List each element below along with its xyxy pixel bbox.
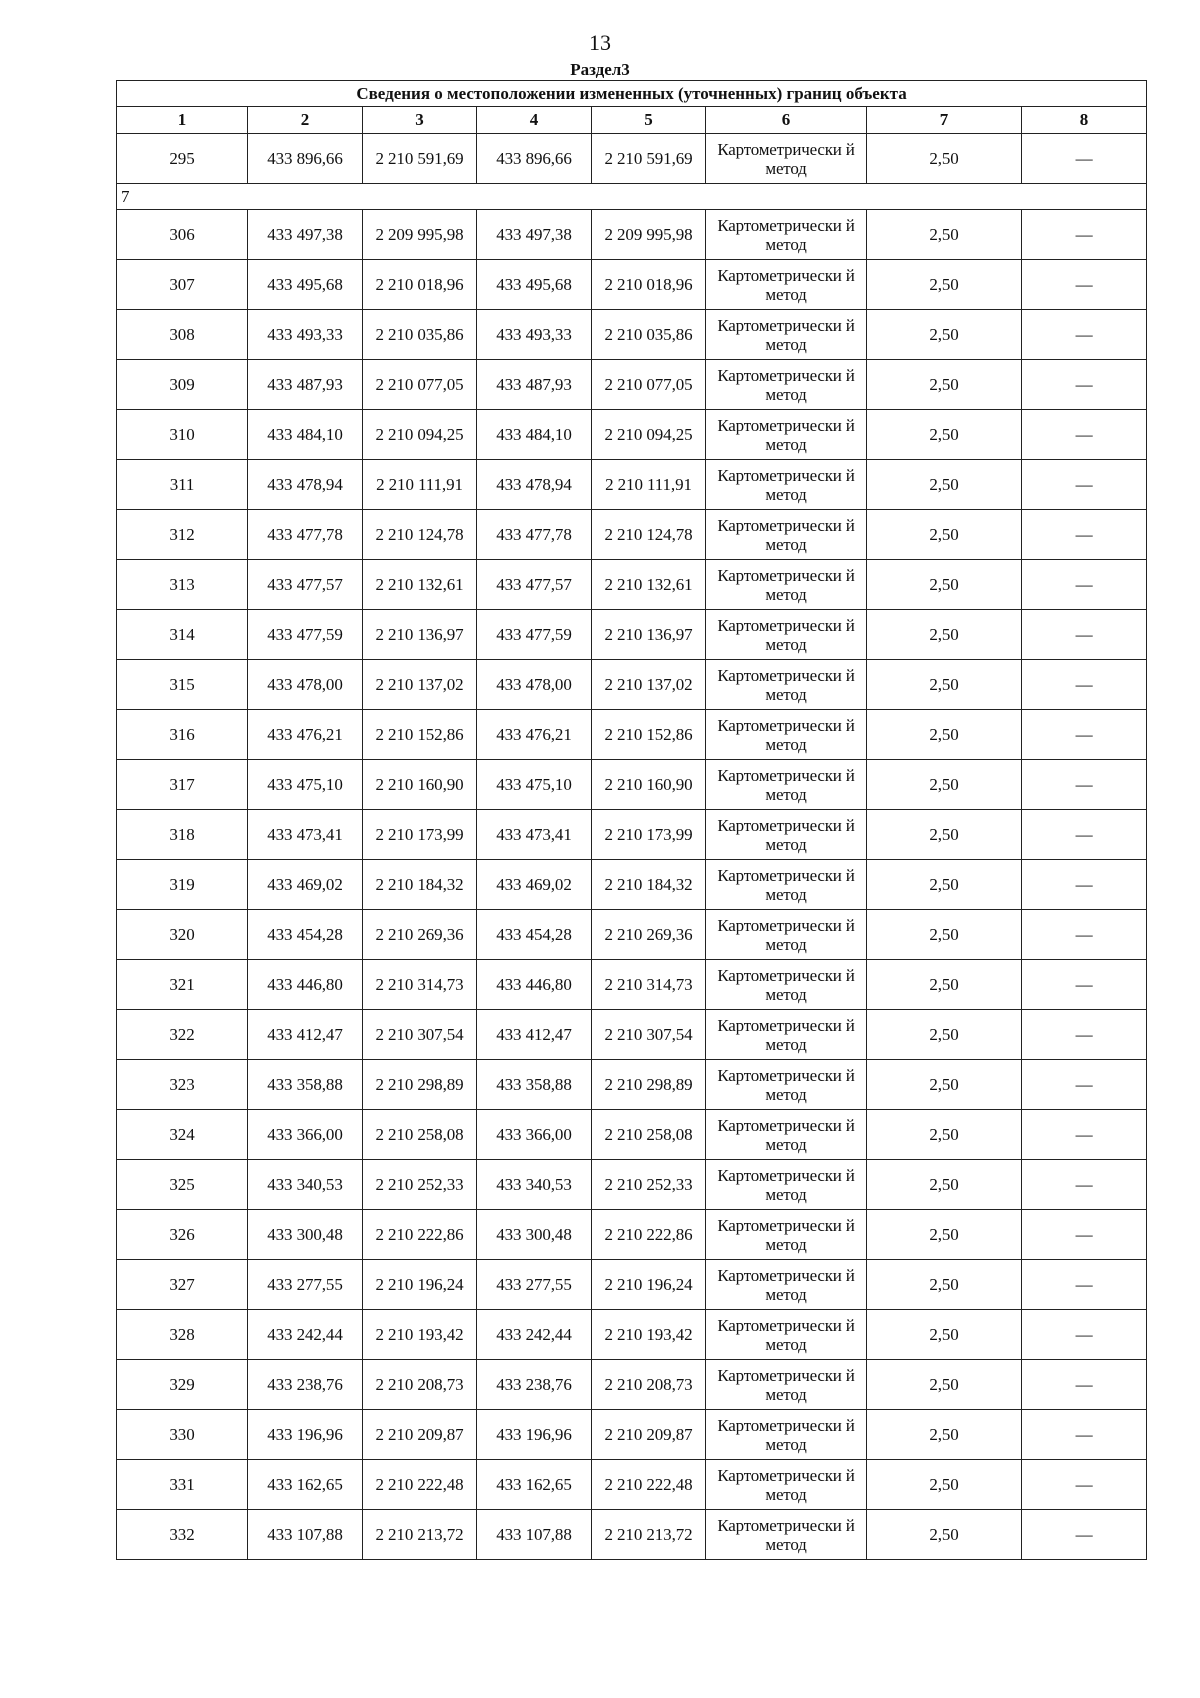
y-coordinate-refined-cell: 2 210 269,36 (592, 910, 706, 960)
table-row (117, 960, 1147, 1010)
note-cell: — (1022, 510, 1147, 560)
accuracy-cell: 2,50 (867, 1360, 1022, 1410)
accuracy-cell: 2,50 (867, 1010, 1022, 1060)
y-coordinate-refined-cell: 2 210 035,86 (592, 310, 706, 360)
accuracy-cell: 2,50 (867, 660, 1022, 710)
accuracy-cell: 2,50 (867, 810, 1022, 860)
accuracy-cell: 2,50 (867, 1060, 1022, 1110)
table-row (117, 1260, 1147, 1310)
x-coordinate-refined-cell: 433 277,55 (477, 1260, 592, 1310)
method-cell: Картометрически й метод (706, 1160, 867, 1210)
y-coordinate-existing-cell: 2 210 252,33 (363, 1160, 477, 1210)
y-coordinate-refined-cell: 2 210 213,72 (592, 1510, 706, 1560)
y-coordinate-existing-cell: 2 209 995,98 (363, 210, 477, 260)
table-row (117, 134, 1147, 184)
x-coordinate-existing-cell: 433 162,65 (248, 1460, 363, 1510)
note-cell: — (1022, 960, 1147, 1010)
x-coordinate-refined-cell: 433 477,59 (477, 610, 592, 660)
point-number-cell: 324 (117, 1110, 248, 1160)
accuracy-cell: 2,50 (867, 710, 1022, 760)
x-coordinate-refined-cell: 433 300,48 (477, 1210, 592, 1260)
section-title: Раздел3 (570, 60, 630, 79)
y-coordinate-refined-cell: 2 210 173,99 (592, 810, 706, 860)
x-coordinate-existing-cell: 433 477,78 (248, 510, 363, 560)
method-cell: Картометрически й метод (706, 1210, 867, 1260)
x-coordinate-refined-cell: 433 484,10 (477, 410, 592, 460)
point-number-cell: 322 (117, 1010, 248, 1060)
y-coordinate-refined-cell: 2 210 307,54 (592, 1010, 706, 1060)
y-coordinate-refined-cell: 2 210 124,78 (592, 510, 706, 560)
x-coordinate-refined-cell: 433 493,33 (477, 310, 592, 360)
y-coordinate-existing-cell: 2 210 077,05 (363, 360, 477, 410)
y-coordinate-refined-cell: 2 210 298,89 (592, 1060, 706, 1110)
x-coordinate-existing-cell: 433 242,44 (248, 1310, 363, 1360)
table-row (117, 710, 1147, 760)
y-coordinate-refined-cell: 2 210 137,02 (592, 660, 706, 710)
note-cell: — (1022, 260, 1147, 310)
x-coordinate-existing-cell: 433 477,59 (248, 610, 363, 660)
boundary-table (116, 80, 1147, 1560)
y-coordinate-existing-cell: 2 210 018,96 (363, 260, 477, 310)
accuracy-cell: 2,50 (867, 760, 1022, 810)
y-coordinate-refined-cell: 2 210 222,86 (592, 1210, 706, 1260)
method-cell: Картометрически й метод (706, 1060, 867, 1110)
point-number-cell: 307 (117, 260, 248, 310)
table-row (117, 410, 1147, 460)
x-coordinate-refined-cell: 433 478,00 (477, 660, 592, 710)
note-cell: — (1022, 660, 1147, 710)
x-coordinate-existing-cell: 433 446,80 (248, 960, 363, 1010)
x-coordinate-existing-cell: 433 497,38 (248, 210, 363, 260)
point-number-cell: 315 (117, 660, 248, 710)
x-coordinate-existing-cell: 433 277,55 (248, 1260, 363, 1310)
note-cell: — (1022, 1210, 1147, 1260)
accuracy-cell: 2,50 (867, 1510, 1022, 1560)
point-number-cell: 319 (117, 860, 248, 910)
x-coordinate-existing-cell: 433 412,47 (248, 1010, 363, 1060)
method-cell: Картометрически й метод (706, 1110, 867, 1160)
x-coordinate-refined-cell: 433 477,57 (477, 560, 592, 610)
x-coordinate-refined-cell: 433 196,96 (477, 1410, 592, 1460)
point-number-cell: 295 (117, 134, 248, 184)
y-coordinate-existing-cell: 2 210 209,87 (363, 1410, 477, 1460)
note-cell: — (1022, 1360, 1147, 1410)
y-coordinate-refined-cell: 2 210 184,32 (592, 860, 706, 910)
x-coordinate-existing-cell: 433 487,93 (248, 360, 363, 410)
accuracy-cell: 2,50 (867, 960, 1022, 1010)
y-coordinate-refined-cell: 2 210 252,33 (592, 1160, 706, 1210)
x-coordinate-refined-cell: 433 412,47 (477, 1010, 592, 1060)
accuracy-cell: 2,50 (867, 910, 1022, 960)
x-coordinate-refined-cell: 433 366,00 (477, 1110, 592, 1160)
y-coordinate-refined-cell: 2 210 077,05 (592, 360, 706, 410)
method-cell: Картометрически й метод (706, 810, 867, 860)
column-number: 4 (477, 107, 592, 134)
table-row (117, 460, 1147, 510)
accuracy-cell: 2,50 (867, 310, 1022, 360)
method-cell: Картометрически й метод (706, 360, 867, 410)
table-row (117, 360, 1147, 410)
table-row (117, 1510, 1147, 1560)
table-row (117, 860, 1147, 910)
note-cell: — (1022, 1460, 1147, 1510)
method-cell: Картометрически й метод (706, 260, 867, 310)
table-row (117, 210, 1147, 260)
note-cell: — (1022, 134, 1147, 184)
table-caption-row (117, 81, 1147, 107)
x-coordinate-refined-cell: 433 238,76 (477, 1360, 592, 1410)
y-coordinate-existing-cell: 2 210 591,69 (363, 134, 477, 184)
x-coordinate-existing-cell: 433 107,88 (248, 1510, 363, 1560)
point-number-cell: 331 (117, 1460, 248, 1510)
y-coordinate-existing-cell: 2 210 193,42 (363, 1310, 477, 1360)
accuracy-cell: 2,50 (867, 210, 1022, 260)
column-number: 2 (248, 107, 363, 134)
table-row (117, 260, 1147, 310)
note-cell: — (1022, 1060, 1147, 1110)
method-cell: Картометрически й метод (706, 760, 867, 810)
note-cell: — (1022, 210, 1147, 260)
y-coordinate-refined-cell: 2 210 258,08 (592, 1110, 706, 1160)
x-coordinate-refined-cell: 433 162,65 (477, 1460, 592, 1510)
x-coordinate-existing-cell: 433 495,68 (248, 260, 363, 310)
note-cell: — (1022, 1310, 1147, 1360)
y-coordinate-refined-cell: 2 210 196,24 (592, 1260, 706, 1310)
note-cell: — (1022, 1260, 1147, 1310)
note-cell: — (1022, 1510, 1147, 1560)
x-coordinate-refined-cell: 433 497,38 (477, 210, 592, 260)
table-row (117, 1010, 1147, 1060)
table-row (117, 1060, 1147, 1110)
method-cell: Картометрически й метод (706, 510, 867, 560)
point-number-cell: 311 (117, 460, 248, 510)
x-coordinate-refined-cell: 433 477,78 (477, 510, 592, 560)
accuracy-cell: 2,50 (867, 134, 1022, 184)
contour-label: 7 (117, 184, 1147, 210)
accuracy-cell: 2,50 (867, 1210, 1022, 1260)
x-coordinate-existing-cell: 433 366,00 (248, 1110, 363, 1160)
accuracy-cell: 2,50 (867, 1410, 1022, 1460)
column-number: 8 (1022, 107, 1147, 134)
x-coordinate-refined-cell: 433 478,94 (477, 460, 592, 510)
contour-row (117, 184, 1147, 210)
column-number-row (117, 107, 1147, 134)
point-number-cell: 318 (117, 810, 248, 860)
y-coordinate-refined-cell: 2 210 208,73 (592, 1360, 706, 1410)
y-coordinate-existing-cell: 2 210 136,97 (363, 610, 477, 660)
x-coordinate-existing-cell: 433 493,33 (248, 310, 363, 360)
table-row (117, 1460, 1147, 1510)
table-row (117, 660, 1147, 710)
table-row (117, 1160, 1147, 1210)
x-coordinate-refined-cell: 433 446,80 (477, 960, 592, 1010)
accuracy-cell: 2,50 (867, 260, 1022, 310)
point-number-cell: 313 (117, 560, 248, 610)
column-number: 6 (706, 107, 867, 134)
x-coordinate-refined-cell: 433 476,21 (477, 710, 592, 760)
point-number-cell: 327 (117, 1260, 248, 1310)
point-number-cell: 320 (117, 910, 248, 960)
table-row (117, 310, 1147, 360)
method-cell: Картометрически й метод (706, 134, 867, 184)
accuracy-cell: 2,50 (867, 860, 1022, 910)
method-cell: Картометрически й метод (706, 1260, 867, 1310)
x-coordinate-refined-cell: 433 340,53 (477, 1160, 592, 1210)
method-cell: Картометрически й метод (706, 1510, 867, 1560)
accuracy-cell: 2,50 (867, 1460, 1022, 1510)
accuracy-cell: 2,50 (867, 560, 1022, 610)
x-coordinate-existing-cell: 433 300,48 (248, 1210, 363, 1260)
x-coordinate-refined-cell: 433 454,28 (477, 910, 592, 960)
x-coordinate-refined-cell: 433 242,44 (477, 1310, 592, 1360)
note-cell: — (1022, 710, 1147, 760)
x-coordinate-existing-cell: 433 454,28 (248, 910, 363, 960)
y-coordinate-existing-cell: 2 210 137,02 (363, 660, 477, 710)
method-cell: Картометрически й метод (706, 560, 867, 610)
point-number-cell: 310 (117, 410, 248, 460)
x-coordinate-refined-cell: 433 473,41 (477, 810, 592, 860)
x-coordinate-existing-cell: 433 238,76 (248, 1360, 363, 1410)
point-number-cell: 316 (117, 710, 248, 760)
method-cell: Картометрически й метод (706, 1460, 867, 1510)
note-cell: — (1022, 610, 1147, 660)
y-coordinate-refined-cell: 2 210 591,69 (592, 134, 706, 184)
table-row (117, 560, 1147, 610)
y-coordinate-refined-cell: 2 210 094,25 (592, 410, 706, 460)
x-coordinate-existing-cell: 433 473,41 (248, 810, 363, 860)
y-coordinate-refined-cell: 2 209 995,98 (592, 210, 706, 260)
x-coordinate-existing-cell: 433 478,94 (248, 460, 363, 510)
note-cell: — (1022, 560, 1147, 610)
accuracy-cell: 2,50 (867, 510, 1022, 560)
method-cell: Картометрически й метод (706, 860, 867, 910)
table-row (117, 760, 1147, 810)
y-coordinate-refined-cell: 2 210 136,97 (592, 610, 706, 660)
y-coordinate-existing-cell: 2 210 184,32 (363, 860, 477, 910)
point-number-cell: 308 (117, 310, 248, 360)
y-coordinate-existing-cell: 2 210 269,36 (363, 910, 477, 960)
method-cell: Картометрически й метод (706, 960, 867, 1010)
point-number-cell: 323 (117, 1060, 248, 1110)
y-coordinate-existing-cell: 2 210 094,25 (363, 410, 477, 460)
method-cell: Картометрически й метод (706, 1410, 867, 1460)
y-coordinate-existing-cell: 2 210 152,86 (363, 710, 477, 760)
page-number: 13 (589, 30, 611, 55)
x-coordinate-existing-cell: 433 477,57 (248, 560, 363, 610)
x-coordinate-existing-cell: 433 476,21 (248, 710, 363, 760)
accuracy-cell: 2,50 (867, 460, 1022, 510)
column-number: 7 (867, 107, 1022, 134)
x-coordinate-refined-cell: 433 469,02 (477, 860, 592, 910)
note-cell: — (1022, 1410, 1147, 1460)
note-cell: — (1022, 410, 1147, 460)
table-row (117, 610, 1147, 660)
y-coordinate-existing-cell: 2 210 196,24 (363, 1260, 477, 1310)
note-cell: — (1022, 1110, 1147, 1160)
x-coordinate-existing-cell: 433 358,88 (248, 1060, 363, 1110)
method-cell: Картометрически й метод (706, 1010, 867, 1060)
method-cell: Картометрически й метод (706, 660, 867, 710)
point-number-cell: 325 (117, 1160, 248, 1210)
point-number-cell: 328 (117, 1310, 248, 1360)
y-coordinate-refined-cell: 2 210 160,90 (592, 760, 706, 810)
point-number-cell: 332 (117, 1510, 248, 1560)
table-row (117, 1310, 1147, 1360)
note-cell: — (1022, 360, 1147, 410)
method-cell: Картометрически й метод (706, 460, 867, 510)
y-coordinate-existing-cell: 2 210 035,86 (363, 310, 477, 360)
point-number-cell: 309 (117, 360, 248, 410)
y-coordinate-existing-cell: 2 210 111,91 (363, 460, 477, 510)
x-coordinate-refined-cell: 433 358,88 (477, 1060, 592, 1110)
table-row (117, 1210, 1147, 1260)
y-coordinate-existing-cell: 2 210 314,73 (363, 960, 477, 1010)
accuracy-cell: 2,50 (867, 360, 1022, 410)
note-cell: — (1022, 1160, 1147, 1210)
y-coordinate-refined-cell: 2 210 193,42 (592, 1310, 706, 1360)
method-cell: Картометрически й метод (706, 1360, 867, 1410)
column-number: 1 (117, 107, 248, 134)
point-number-cell: 314 (117, 610, 248, 660)
point-number-cell: 321 (117, 960, 248, 1010)
x-coordinate-existing-cell: 433 484,10 (248, 410, 363, 460)
x-coordinate-existing-cell: 433 469,02 (248, 860, 363, 910)
accuracy-cell: 2,50 (867, 410, 1022, 460)
y-coordinate-existing-cell: 2 210 124,78 (363, 510, 477, 560)
y-coordinate-existing-cell: 2 210 258,08 (363, 1110, 477, 1160)
y-coordinate-refined-cell: 2 210 132,61 (592, 560, 706, 610)
x-coordinate-refined-cell: 433 495,68 (477, 260, 592, 310)
y-coordinate-existing-cell: 2 210 222,48 (363, 1460, 477, 1510)
point-number-cell: 329 (117, 1360, 248, 1410)
x-coordinate-refined-cell: 433 896,66 (477, 134, 592, 184)
note-cell: — (1022, 460, 1147, 510)
accuracy-cell: 2,50 (867, 610, 1022, 660)
column-number: 5 (592, 107, 706, 134)
method-cell: Картометрически й метод (706, 410, 867, 460)
method-cell: Картометрически й метод (706, 910, 867, 960)
point-number-cell: 317 (117, 760, 248, 810)
table-row (117, 910, 1147, 960)
note-cell: — (1022, 760, 1147, 810)
note-cell: — (1022, 910, 1147, 960)
point-number-cell: 312 (117, 510, 248, 560)
accuracy-cell: 2,50 (867, 1110, 1022, 1160)
y-coordinate-refined-cell: 2 210 152,86 (592, 710, 706, 760)
x-coordinate-existing-cell: 433 896,66 (248, 134, 363, 184)
y-coordinate-existing-cell: 2 210 160,90 (363, 760, 477, 810)
accuracy-cell: 2,50 (867, 1160, 1022, 1210)
table-caption: Сведения о местоположении измененных (уточненных) границ объекта (117, 81, 1147, 107)
x-coordinate-existing-cell: 433 340,53 (248, 1160, 363, 1210)
y-coordinate-existing-cell: 2 210 298,89 (363, 1060, 477, 1110)
y-coordinate-existing-cell: 2 210 132,61 (363, 560, 477, 610)
y-coordinate-existing-cell: 2 210 222,86 (363, 1210, 477, 1260)
point-number-cell: 330 (117, 1410, 248, 1460)
x-coordinate-existing-cell: 433 196,96 (248, 1410, 363, 1460)
point-number-cell: 326 (117, 1210, 248, 1260)
y-coordinate-refined-cell: 2 210 222,48 (592, 1460, 706, 1510)
table-row (117, 1110, 1147, 1160)
x-coordinate-existing-cell: 433 478,00 (248, 660, 363, 710)
y-coordinate-refined-cell: 2 210 111,91 (592, 460, 706, 510)
y-coordinate-existing-cell: 2 210 208,73 (363, 1360, 477, 1410)
y-coordinate-refined-cell: 2 210 018,96 (592, 260, 706, 310)
y-coordinate-existing-cell: 2 210 307,54 (363, 1010, 477, 1060)
table-row (117, 810, 1147, 860)
y-coordinate-existing-cell: 2 210 213,72 (363, 1510, 477, 1560)
x-coordinate-refined-cell: 433 487,93 (477, 360, 592, 410)
point-number-cell: 306 (117, 210, 248, 260)
table-row (117, 1360, 1147, 1410)
note-cell: — (1022, 310, 1147, 360)
y-coordinate-refined-cell: 2 210 314,73 (592, 960, 706, 1010)
method-cell: Картометрически й метод (706, 210, 867, 260)
x-coordinate-refined-cell: 433 107,88 (477, 1510, 592, 1560)
note-cell: — (1022, 860, 1147, 910)
table-row (117, 510, 1147, 560)
column-number: 3 (363, 107, 477, 134)
note-cell: — (1022, 1010, 1147, 1060)
x-coordinate-existing-cell: 433 475,10 (248, 760, 363, 810)
accuracy-cell: 2,50 (867, 1260, 1022, 1310)
method-cell: Картометрически й метод (706, 610, 867, 660)
method-cell: Картометрически й метод (706, 310, 867, 360)
y-coordinate-existing-cell: 2 210 173,99 (363, 810, 477, 860)
accuracy-cell: 2,50 (867, 1310, 1022, 1360)
table-body (117, 81, 1147, 1560)
y-coordinate-refined-cell: 2 210 209,87 (592, 1410, 706, 1460)
method-cell: Картометрически й метод (706, 710, 867, 760)
note-cell: — (1022, 810, 1147, 860)
method-cell: Картометрически й метод (706, 1310, 867, 1360)
table-row (117, 1410, 1147, 1460)
x-coordinate-refined-cell: 433 475,10 (477, 760, 592, 810)
